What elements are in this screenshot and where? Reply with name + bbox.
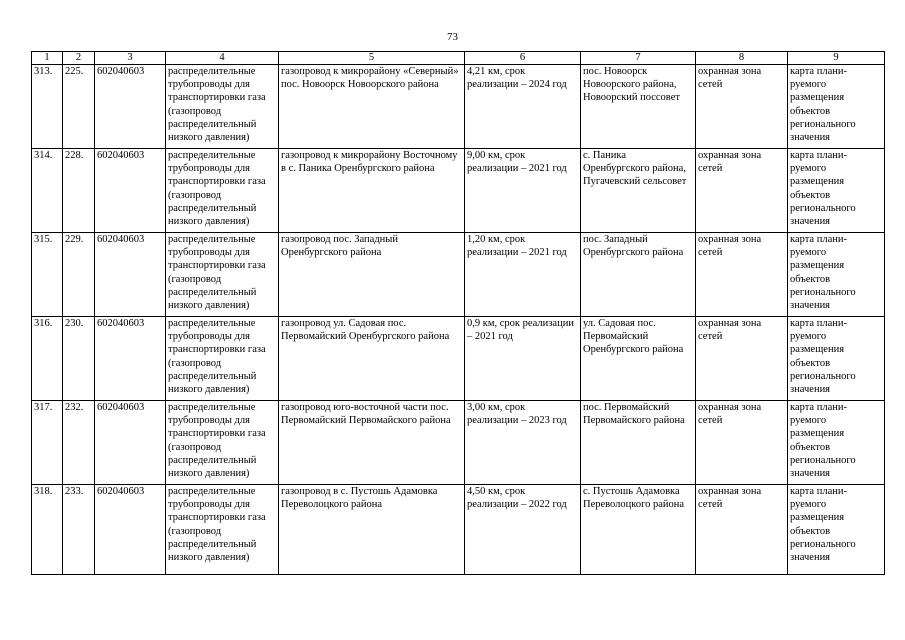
column-header: 4 xyxy=(166,52,279,65)
row-number: 314. xyxy=(32,149,63,233)
object-characteristics: 4,21 км, срок реализации – 2024 год xyxy=(465,65,581,149)
table-row xyxy=(32,65,885,149)
column-header: 7 xyxy=(581,52,696,65)
object-type: распределительные трубопроводы для транспортировки газа (газопровод распределительный низкого давления) xyxy=(166,485,279,575)
map-reference: карта плани-руемого размещения объектов регионального значения xyxy=(788,317,885,401)
item-number: 230. xyxy=(63,317,95,401)
item-number: 233. xyxy=(63,485,95,575)
object-location: ул. Садовая пос. Первомайский Оренбургского района xyxy=(581,317,696,401)
special-zone: охранная зона сетей xyxy=(696,317,788,401)
column-header: 9 xyxy=(788,52,885,65)
map-reference: карта плани-руемого размещения объектов регионального значения xyxy=(788,149,885,233)
object-code: 602040603 xyxy=(95,65,166,149)
table-row xyxy=(32,149,885,233)
object-location: с. Пустошь Адамовка Переволоцкого района xyxy=(581,485,696,575)
map-reference: карта плани-руемого размещения объектов регионального значения xyxy=(788,65,885,149)
object-code: 602040603 xyxy=(95,317,166,401)
object-type: распределительные трубопроводы для транспортировки газа (газопровод распределительный низкого давления) xyxy=(166,401,279,485)
row-number: 317. xyxy=(32,401,63,485)
item-number: 229. xyxy=(63,233,95,317)
item-number: 232. xyxy=(63,401,95,485)
page-number: 73 xyxy=(447,31,458,43)
column-header: 2 xyxy=(63,52,95,65)
column-number-row xyxy=(32,52,885,65)
map-reference: карта плани-руемого размещения объектов регионального значения xyxy=(788,485,885,575)
column-header: 8 xyxy=(696,52,788,65)
object-name: газопровод ул. Садовая пос. Первомайский Оренбургского района xyxy=(279,317,465,401)
table-row xyxy=(32,317,885,401)
item-number: 225. xyxy=(63,65,95,149)
special-zone: охранная зона сетей xyxy=(696,233,788,317)
column-header: 1 xyxy=(32,52,63,65)
object-code: 602040603 xyxy=(95,233,166,317)
table-row xyxy=(32,401,885,485)
object-type: распределительные трубопроводы для транспортировки газа (газопровод распределительный низкого давления) xyxy=(166,317,279,401)
special-zone: охранная зона сетей xyxy=(696,485,788,575)
object-name: газопровод в с. Пустошь Адамовка Переволоцкого района xyxy=(279,485,465,575)
object-name: газопровод пос. Западный Оренбургского района xyxy=(279,233,465,317)
object-code: 602040603 xyxy=(95,485,166,575)
map-reference: карта плани-руемого размещения объектов регионального значения xyxy=(788,233,885,317)
object-characteristics: 0,9 км, срок реализации – 2021 год xyxy=(465,317,581,401)
object-characteristics: 1,20 км, срок реализации – 2021 год xyxy=(465,233,581,317)
object-type: распределительные трубопроводы для транспортировки газа (газопровод распределительный низкого давления) xyxy=(166,233,279,317)
row-number: 315. xyxy=(32,233,63,317)
object-location: пос. Новоорск Новоорского района, Новоорский поссовет xyxy=(581,65,696,149)
special-zone: охранная зона сетей xyxy=(696,65,788,149)
object-name: газопровод к микрорайону Восточному в с. Паника Оренбургского района xyxy=(279,149,465,233)
item-number: 228. xyxy=(63,149,95,233)
special-zone: охранная зона сетей xyxy=(696,149,788,233)
object-characteristics: 9,00 км, срок реализации – 2021 год xyxy=(465,149,581,233)
object-type: распределительные трубопроводы для транспортировки газа (газопровод распределительный низкого давления) xyxy=(166,149,279,233)
table-row xyxy=(32,233,885,317)
row-number: 316. xyxy=(32,317,63,401)
object-location: пос. Первомайский Первомайского района xyxy=(581,401,696,485)
object-characteristics: 3,00 км, срок реализации – 2023 год xyxy=(465,401,581,485)
object-code: 602040603 xyxy=(95,149,166,233)
object-location: с. Паника Оренбургского района, Пугачевский сельсовет xyxy=(581,149,696,233)
object-type: распределительные трубопроводы для транспортировки газа (газопровод распределительный низкого давления) xyxy=(166,65,279,149)
object-name: газопровод к микрорайону «Северный» пос. Новоорск Новоорского района xyxy=(279,65,465,149)
map-reference: карта плани-руемого размещения объектов регионального значения xyxy=(788,401,885,485)
row-number: 318. xyxy=(32,485,63,575)
object-characteristics: 4,50 км, срок реализации – 2022 год xyxy=(465,485,581,575)
object-code: 602040603 xyxy=(95,401,166,485)
register-table xyxy=(31,51,885,575)
table-row xyxy=(32,485,885,575)
object-location: пос. Западный Оренбургского района xyxy=(581,233,696,317)
special-zone: охранная зона сетей xyxy=(696,401,788,485)
column-header: 6 xyxy=(465,52,581,65)
row-number: 313. xyxy=(32,65,63,149)
column-header: 3 xyxy=(95,52,166,65)
column-header: 5 xyxy=(279,52,465,65)
object-name: газопровод юго-восточной части пос. Первомайский Первомайского района xyxy=(279,401,465,485)
